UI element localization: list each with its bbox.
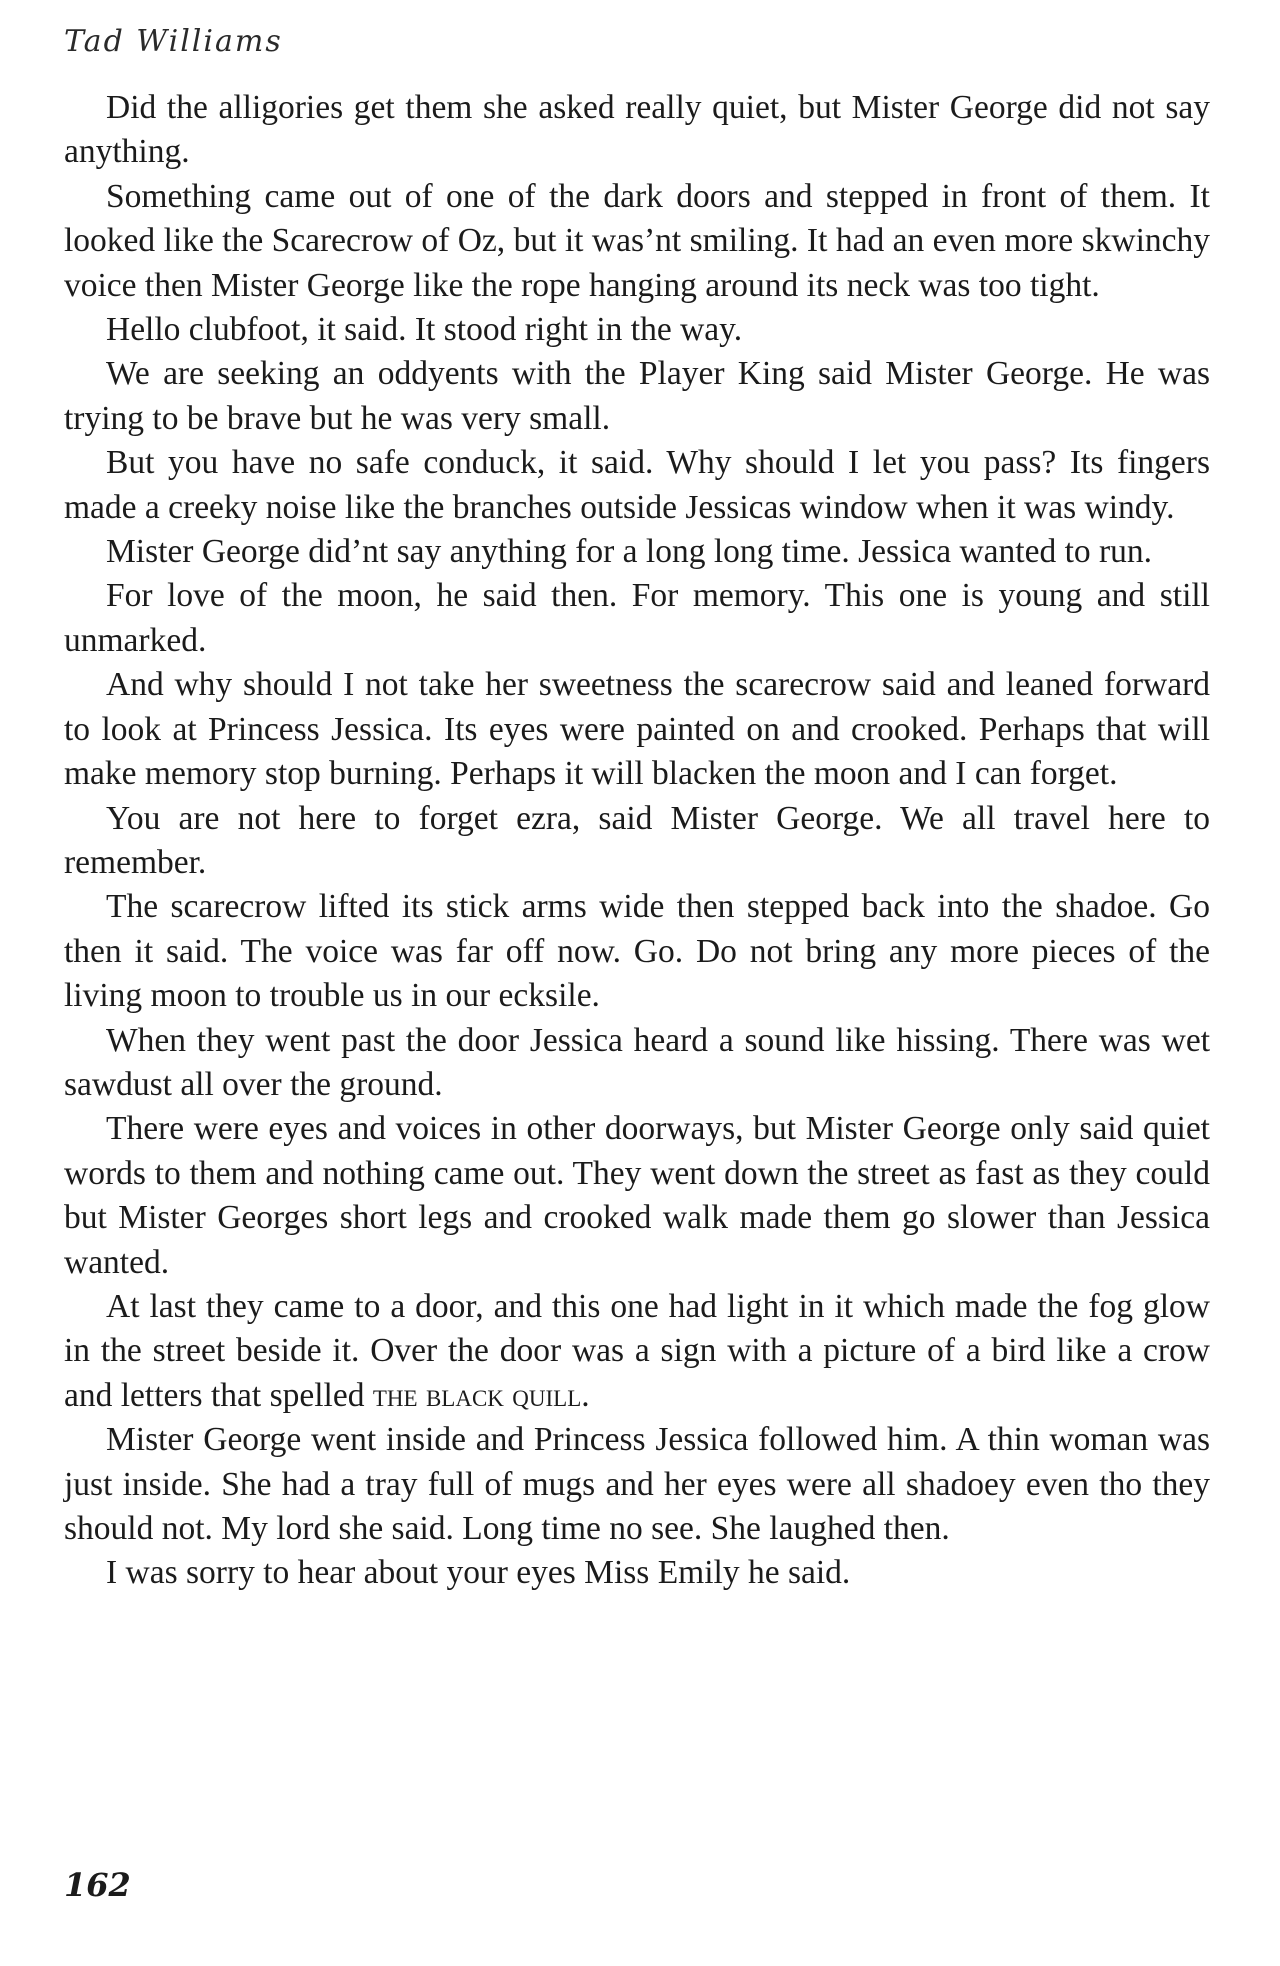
paragraph-text: At last they came to a door, and this one had light in it which made the fog glow in the street beside it. Over the door was a sign with a picture of a bird like a crow and letters that spelled [64, 1287, 1210, 1414]
paragraph: When they went past the door Jessica heard a sound like hissing. There was wet sawdust all over the ground. [64, 1021, 1210, 1103]
paragraph: Mister George went inside and Princess Jessica followed him. A thin woman was just inside. She had a tray full of mugs and her eyes were all shadoey even tho they should not. My lord she said. Long time no see. She laughed then. [64, 1421, 1210, 1547]
paragraph: And why should I not take her sweetness the scarecrow said and leaned forward to look at Princess Jessica. Its eyes were painted on and crooked. Perhaps that will make memory stop burning. Perhaps it will blacken the moon and I can forget. [64, 666, 1210, 793]
running-head: Tad Williams [64, 24, 283, 59]
paragraph: Mister George did’nt say anything for a long long time. Jessica wanted to run. [106, 533, 1153, 571]
paragraph: But you have no safe conduck, it said. Why should I let you pass? Its fingers made a creeky noise like the branches outside Jessicas window when it was windy. [64, 444, 1210, 526]
paragraph: Did the alligories get them she asked really quiet, but Mister George did not say anything. [64, 89, 1210, 171]
sign-lettering: the black quill [372, 1376, 582, 1414]
paragraph: The scarecrow lifted its stick arms wide then stepped back into the shadoe. Go then it said. The voice was far off now. Go. Do not bring any more pieces of the living moon to trouble us in our ecksile. [64, 888, 1210, 1015]
paragraph: There were eyes and voices in other doorways, but Mister George only said quiet words to them and nothing came out. They went down the street as fast as they could but Mister Georges short legs and crooked walk made them go slower than Jessica wanted. [64, 1110, 1210, 1281]
paragraph: You are not here to forget ezra, said Mister George. We all travel here to remember. [64, 799, 1210, 881]
body-text [64, 86, 1210, 1596]
paragraph: Hello clubfoot, it said. It stood right in the way. [106, 311, 743, 349]
paragraph: For love of the moon, he said then. For memory. This one is young and still unmarked. [64, 577, 1210, 659]
page-number: 162 [64, 1866, 131, 1904]
paragraph: I was sorry to hear about your eyes Miss Emily he said. [106, 1554, 851, 1592]
paragraph-end-punctuation: . [581, 1376, 590, 1414]
paragraph: Something came out of one of the dark doors and stepped in front of them. It looked like the Scarecrow of Oz, but it was’nt smiling. It had an even more skwinchy voice then Mister George like the rope hanging around its neck was too tight. [64, 177, 1210, 304]
paragraph [64, 1285, 1210, 1418]
paragraph: We are seeking an oddyents with the Player King said Mister George. He was trying to be brave but he was very small. [64, 355, 1210, 437]
